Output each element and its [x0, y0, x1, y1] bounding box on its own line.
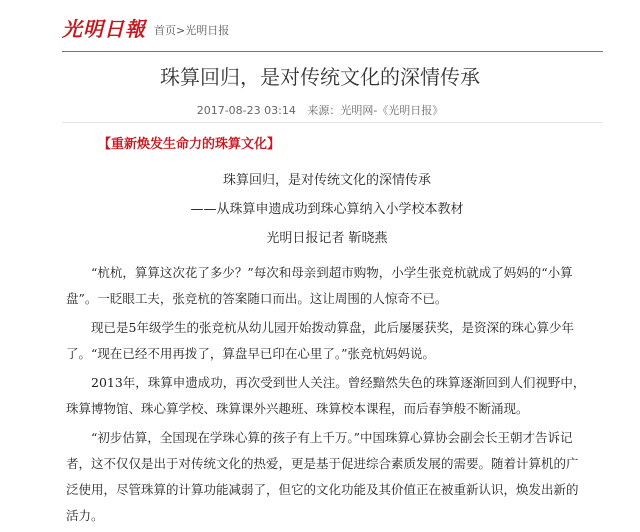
article-subtitle-secondary: ——从珠算申遗成功到珠心算纳入小学校本教材 [190, 202, 464, 217]
section-heading: 【重新焕发生命力的珠算文化】 [98, 137, 281, 152]
paragraph: 2013年，珠算申遗成功，再次受到世人关注。曾经黯然失色的珠算逐渐回到人们视野中，珠算博物馆、珠心算学校、珠算课外兴趣班、珠算校本课程，而后春笋般不断涌现。 [66, 375, 586, 416]
breadcrumb [154, 20, 229, 38]
breadcrumb-separator: > [176, 23, 186, 37]
byline: 光明日报记者 靳晓燕 [266, 231, 388, 246]
breadcrumb-home[interactable]: 首页 [154, 23, 176, 37]
paragraph: “初步估算，全国现在学珠心算的孩子有上千万。”中国珠算心算协会副会长王朝才告诉记者，这不仅仅是出于对传统文化的热爱，更是基于促进综合素质发展的需要。随着计算机的广泛使用，尽管珠算的计算功能减弱了，但它的文化功能及其价值正在被重新认识，焕发出新的活力。 [66, 430, 579, 523]
article-subtitle: 珠算回归，是对传统文化的深情传承 [222, 173, 431, 188]
site-header [62, 6, 603, 52]
publish-date: 2017-08-23 03:14 [196, 104, 296, 117]
article-title: 珠算回归，是对传统文化的深情传承 [160, 65, 480, 89]
divider [62, 122, 603, 123]
paragraph: 现已是5年级学生的张竞杭从幼儿园开始拨动算盘，此后屡屡获奖，是资深的珠心算少年了。“现在已经不用再拨了，算盘早已印在心里了。”张竞杭妈妈说。 [66, 320, 574, 361]
paragraph: “杭杭，算算这次花了多少？”每次和母亲到超市购物，小学生张竞杭就成了妈妈的“小算盘”。一眨眼工夫，张竞杭的答案随口而出。这让周围的人惊奇不已。 [66, 265, 573, 306]
guangming-daily-logo[interactable]: 光明日報 [62, 16, 146, 41]
article-body [66, 136, 588, 532]
article-source: 来源：光明网-《光明日报》 [307, 104, 444, 117]
breadcrumb-guangming-daily[interactable]: 光明日报 [185, 23, 230, 37]
article-meta [0, 104, 640, 118]
